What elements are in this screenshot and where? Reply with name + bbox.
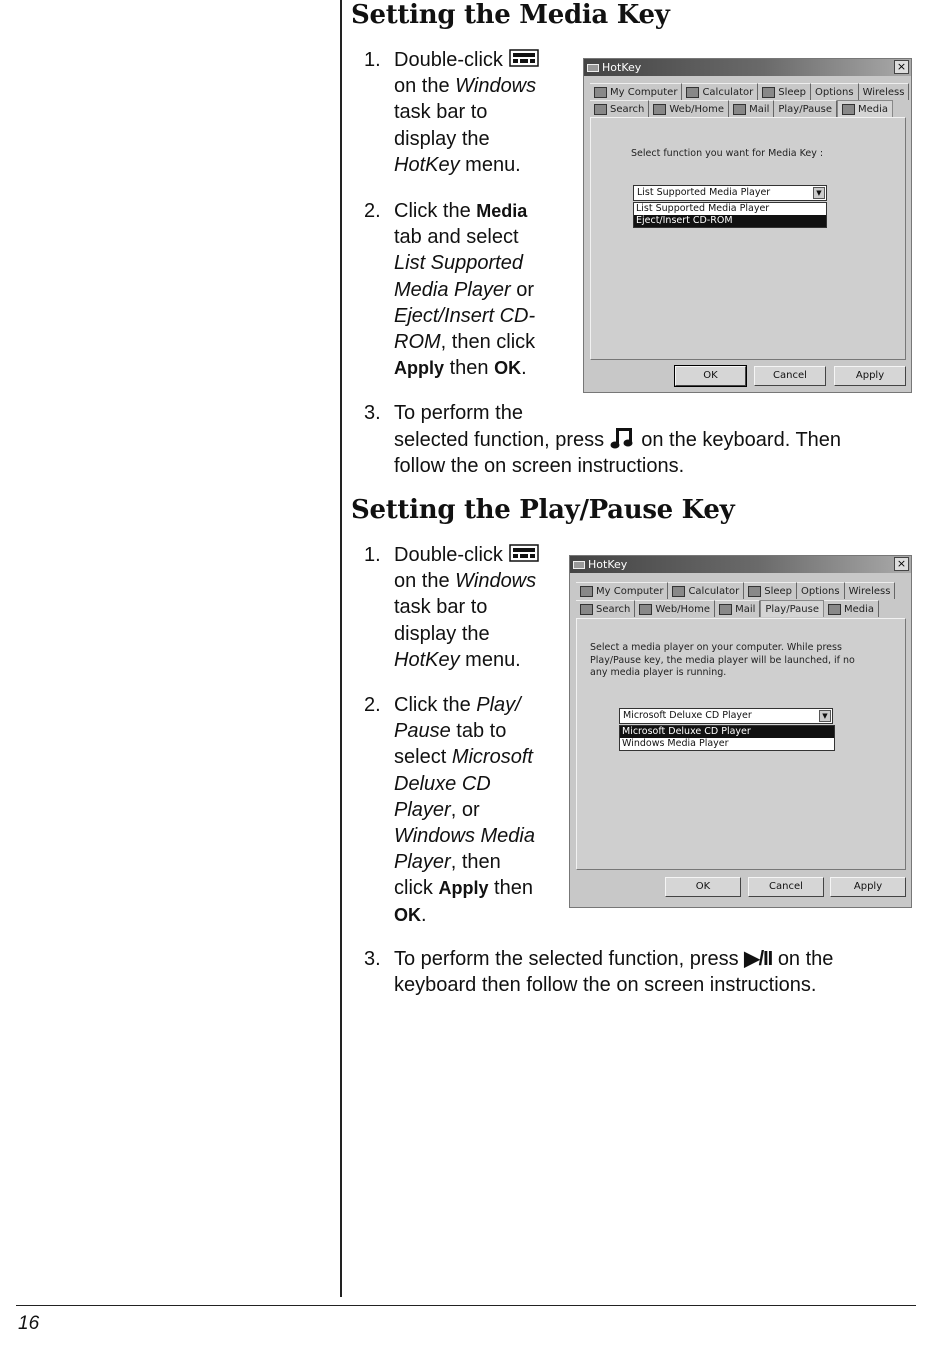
media-function-select[interactable]: List Supported Media Player ▼	[633, 185, 827, 201]
tab-web-home[interactable]: Web/Home	[635, 600, 715, 617]
search-icon	[580, 604, 593, 615]
column-divider	[340, 0, 342, 1297]
heading-play-pause-key: Setting the Play/Pause Key	[351, 495, 735, 525]
page-number: 16	[18, 1313, 40, 1334]
option-eject-insert-cd-rom[interactable]: Eject/Insert CD-ROM	[634, 215, 826, 227]
tab-wireless[interactable]: Wireless	[845, 582, 896, 599]
option-microsoft-deluxe-cd-player[interactable]: Microsoft Deluxe CD Player	[620, 726, 834, 738]
play-pause-tab-panel	[576, 618, 906, 870]
play-pause-icon: ▶/II	[744, 948, 773, 970]
option-windows-media-player[interactable]: Windows Media Player	[622, 738, 729, 749]
footer-rule	[16, 1305, 916, 1306]
heading-media-key: Setting the Media Key	[351, 0, 670, 30]
tab-row-1	[590, 83, 909, 100]
media-prompt: Select function you want for Media Key :	[631, 148, 824, 159]
tab-media[interactable]: Media	[824, 600, 879, 617]
media-function-dropdown	[633, 202, 827, 228]
mail-icon	[719, 604, 732, 615]
chevron-down-icon[interactable]: ▼	[813, 187, 825, 199]
web-home-icon	[639, 604, 652, 615]
tab-row-2	[590, 100, 893, 117]
chevron-down-icon[interactable]: ▼	[819, 710, 831, 722]
tab-play-pause[interactable]: Play/Pause	[760, 600, 824, 617]
apply-button[interactable]: Apply	[834, 366, 906, 386]
tab-options[interactable]: Options	[797, 582, 845, 599]
web-home-icon	[653, 104, 666, 115]
media-icon	[828, 604, 841, 615]
apply-button[interactable]: Apply	[830, 877, 906, 897]
tab-calculator[interactable]: Calculator	[668, 582, 744, 599]
dialog-title-bar: HotKey	[570, 556, 911, 573]
media-player-select[interactable]: Microsoft Deluxe CD Player ▼	[619, 708, 833, 724]
hotkey-window-icon	[573, 561, 585, 569]
sleep-icon	[762, 87, 775, 98]
calculator-icon	[672, 586, 685, 597]
tab-mail[interactable]: Mail	[715, 600, 760, 617]
cancel-button[interactable]: Cancel	[754, 366, 826, 386]
computer-icon	[580, 586, 593, 597]
dialog-title-bar: HotKey	[584, 59, 911, 76]
hotkey-window-icon	[587, 64, 599, 72]
option-list-supported-media-player[interactable]: List Supported Media Player	[636, 203, 770, 214]
sleep-icon	[748, 586, 761, 597]
tab-calculator[interactable]: Calculator	[682, 83, 758, 100]
media-player-dropdown	[619, 725, 835, 751]
media-hotkey-dialog	[583, 58, 912, 393]
computer-icon	[594, 87, 607, 98]
tab-sleep[interactable]: Sleep	[758, 83, 811, 100]
search-icon	[594, 104, 607, 115]
close-button[interactable]: ×	[894, 557, 909, 571]
tab-my-computer[interactable]: My Computer	[590, 83, 682, 100]
tab-sleep[interactable]: Sleep	[744, 582, 797, 599]
tab-play-pause[interactable]: Play/Pause	[774, 100, 837, 117]
close-button[interactable]: ×	[894, 60, 909, 74]
tab-web-home[interactable]: Web/Home	[649, 100, 729, 117]
cancel-button[interactable]: Cancel	[748, 877, 824, 897]
play-pause-prompt: Select a media player on your computer. While press Play/Pause key, the media player will be launched, if no any media player is running.	[590, 642, 855, 678]
ok-button[interactable]: OK	[665, 877, 741, 897]
play-pause-hotkey-dialog	[569, 555, 912, 908]
tab-wireless[interactable]: Wireless	[859, 83, 910, 100]
hotkey-tray-icon	[509, 48, 539, 66]
tab-search[interactable]: Search	[576, 600, 635, 617]
music-note-icon	[610, 426, 636, 450]
tab-row-2	[576, 600, 879, 617]
hotkey-tray-icon	[509, 543, 539, 561]
tab-media[interactable]: Media	[837, 100, 893, 117]
ok-button[interactable]: OK	[675, 366, 746, 386]
mail-icon	[733, 104, 746, 115]
calculator-icon	[686, 87, 699, 98]
media-tab-panel	[590, 117, 906, 360]
media-icon	[842, 104, 855, 115]
tab-row-1	[576, 582, 895, 599]
tab-mail[interactable]: Mail	[729, 100, 774, 117]
tab-my-computer[interactable]: My Computer	[576, 582, 668, 599]
tab-options[interactable]: Options	[811, 83, 859, 100]
tab-search[interactable]: Search	[590, 100, 649, 117]
